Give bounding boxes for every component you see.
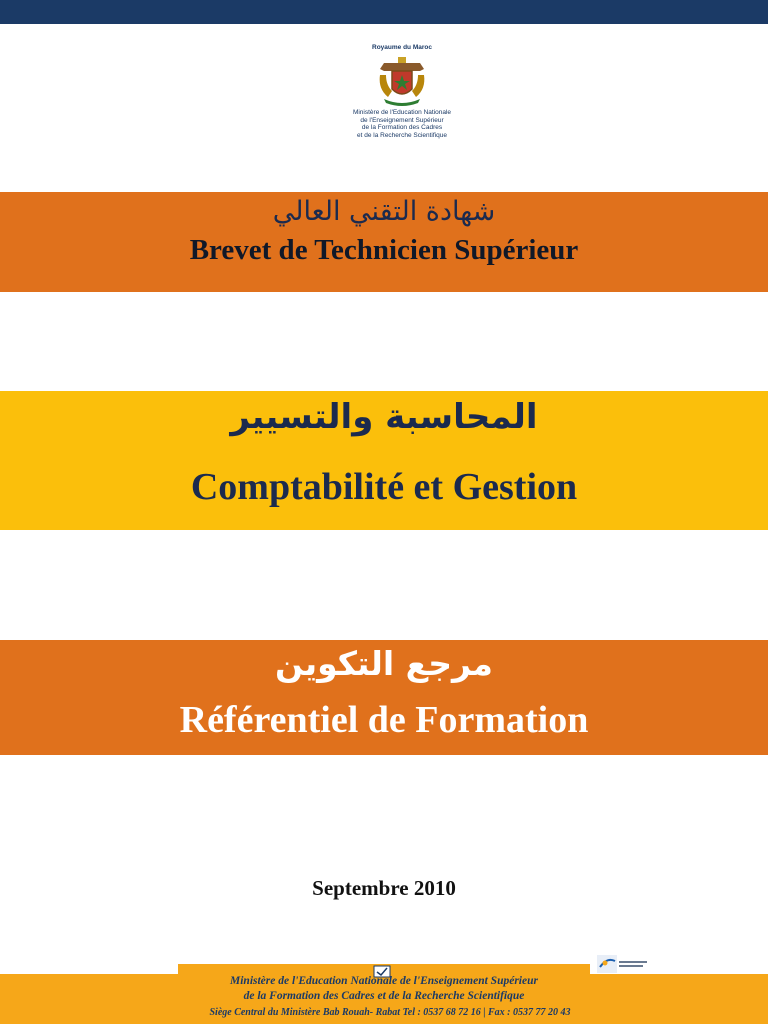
- ministry-line: de l'Enseignement Supérieur: [360, 116, 444, 124]
- publication-date: Septembre 2010: [312, 876, 456, 900]
- ministry-line: de la Formation des Cadres: [361, 124, 443, 131]
- diploma-banner: [0, 192, 768, 292]
- footer-ministry-line-1: Ministère de l'Education Nationale de l'Enseignement Supérieur: [230, 975, 538, 987]
- kingdom-label: Royaume du Maroc: [372, 44, 432, 51]
- document-type-arabic: مرجع التكوين: [275, 644, 493, 683]
- diploma-title-arabic: شهادة التقني العالي: [272, 196, 496, 227]
- document-type-french: Référentiel de Formation: [179, 699, 589, 741]
- top-color-strip: [0, 0, 768, 24]
- specialty-banner: [0, 391, 768, 530]
- diploma-title-french: Brevet de Technicien Supérieur: [189, 234, 579, 266]
- coat-of-arms-icon: [374, 55, 430, 107]
- ministry-logo: [334, 42, 470, 142]
- specialty-title-french: Comptabilité et Gestion: [190, 466, 578, 508]
- footer-address: Siège Central du Ministère Bab Rouah- Rabat Tel : 0537 68 72 16 | Fax : 0537 77 20 43: [209, 1007, 571, 1018]
- ministry-line: Ministère de l'Education Nationale: [352, 109, 452, 116]
- footer-ministry-line-2: de la Formation des Cadres et de la Recherche Scientifique: [243, 990, 525, 1002]
- specialty-title-arabic: المحاسبة والتسيير: [230, 397, 538, 437]
- partner-logo-icon: [597, 955, 649, 977]
- ministry-name-block: [334, 109, 470, 139]
- ministry-line: et de la Recherche Scientifique: [357, 131, 447, 139]
- document-type-banner: [0, 640, 768, 755]
